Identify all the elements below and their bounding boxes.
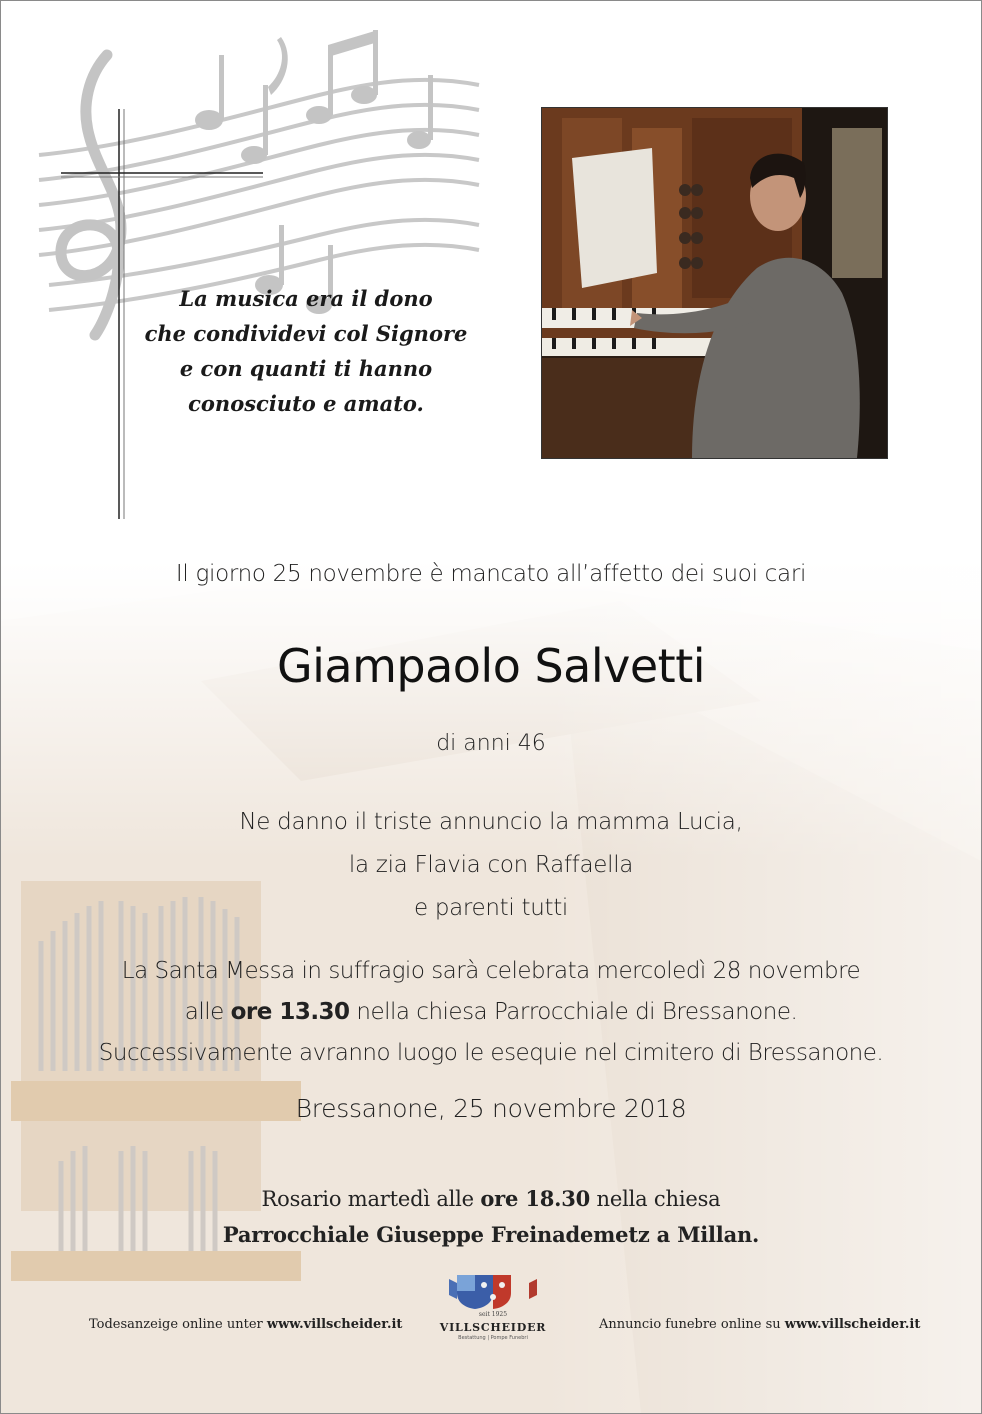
mass-line-1: La Santa Messa in suffragio sarà celebrata mercoledì 28 novembre [121,958,861,984]
mass-time: ore 13.30 [230,999,350,1025]
mass-line-2-pre: alle [184,999,231,1025]
mass-line-2-post: nella chiesa Parrocchiale di Bressanone. [349,999,798,1025]
quote-line: La musica era il dono [179,286,433,311]
place-date: Bressanone, 25 novembre 2018 [295,1094,687,1123]
crest-icon [439,1271,547,1311]
memorial-quote [121,281,491,421]
footer-right-text: Annuncio funebre online su [599,1317,785,1332]
rosary-line-2 [1,1217,981,1253]
quote-line: e con quanti ti hanno [179,356,433,381]
family-announcement [1,801,981,930]
footer-german [89,1317,402,1332]
rosary-church: Parrocchiale Giuseppe Freinademetz a Millan. [222,1222,760,1247]
rosary-line-1 [1,1181,981,1217]
quote-line: che condividevi col Signore [144,321,468,346]
footer-right-link[interactable]: www.villscheider.it [784,1317,921,1332]
cross-icon [1,1,271,531]
family-line: la zia Flavia con Raffaella [348,852,634,878]
deceased-name: Giampaolo Salvetti [276,639,706,693]
rosary-line-1-post: nella chiesa [590,1187,721,1211]
intro-text: Il giorno 25 novembre è mancato all’affetto dei suoi cari [175,561,807,587]
rosary-time: ore 18.30 [480,1186,591,1211]
logo-established: seit 1925 [478,1311,508,1318]
logo-subtitle: Bestattung | Pompe Funebri [458,1335,528,1341]
age-text: di anni 46 [436,731,546,756]
footer-italian [599,1317,920,1332]
footer-left-link[interactable]: www.villscheider.it [266,1317,403,1332]
mass-line-2 [1,992,981,1033]
family-line: e parenti tutti [413,895,569,921]
portrait-photo [541,107,888,459]
footer-left-text: Todesanzeige online unter [89,1317,267,1332]
rosary-details [1,1181,981,1253]
quote-line: conosciuto e amato. [188,391,424,416]
logo-name: VILLSCHEIDER [439,1321,547,1334]
rosary-line-1-pre: Rosario martedì alle [261,1187,481,1211]
family-line: Ne danno il triste annuncio la mamma Lucia, [239,809,743,835]
villscheider-logo [439,1271,547,1347]
mass-details [1,951,981,1074]
mass-line-3: Successivamente avranno luogo le esequie nel cimitero di Bressanone. [98,1040,884,1066]
